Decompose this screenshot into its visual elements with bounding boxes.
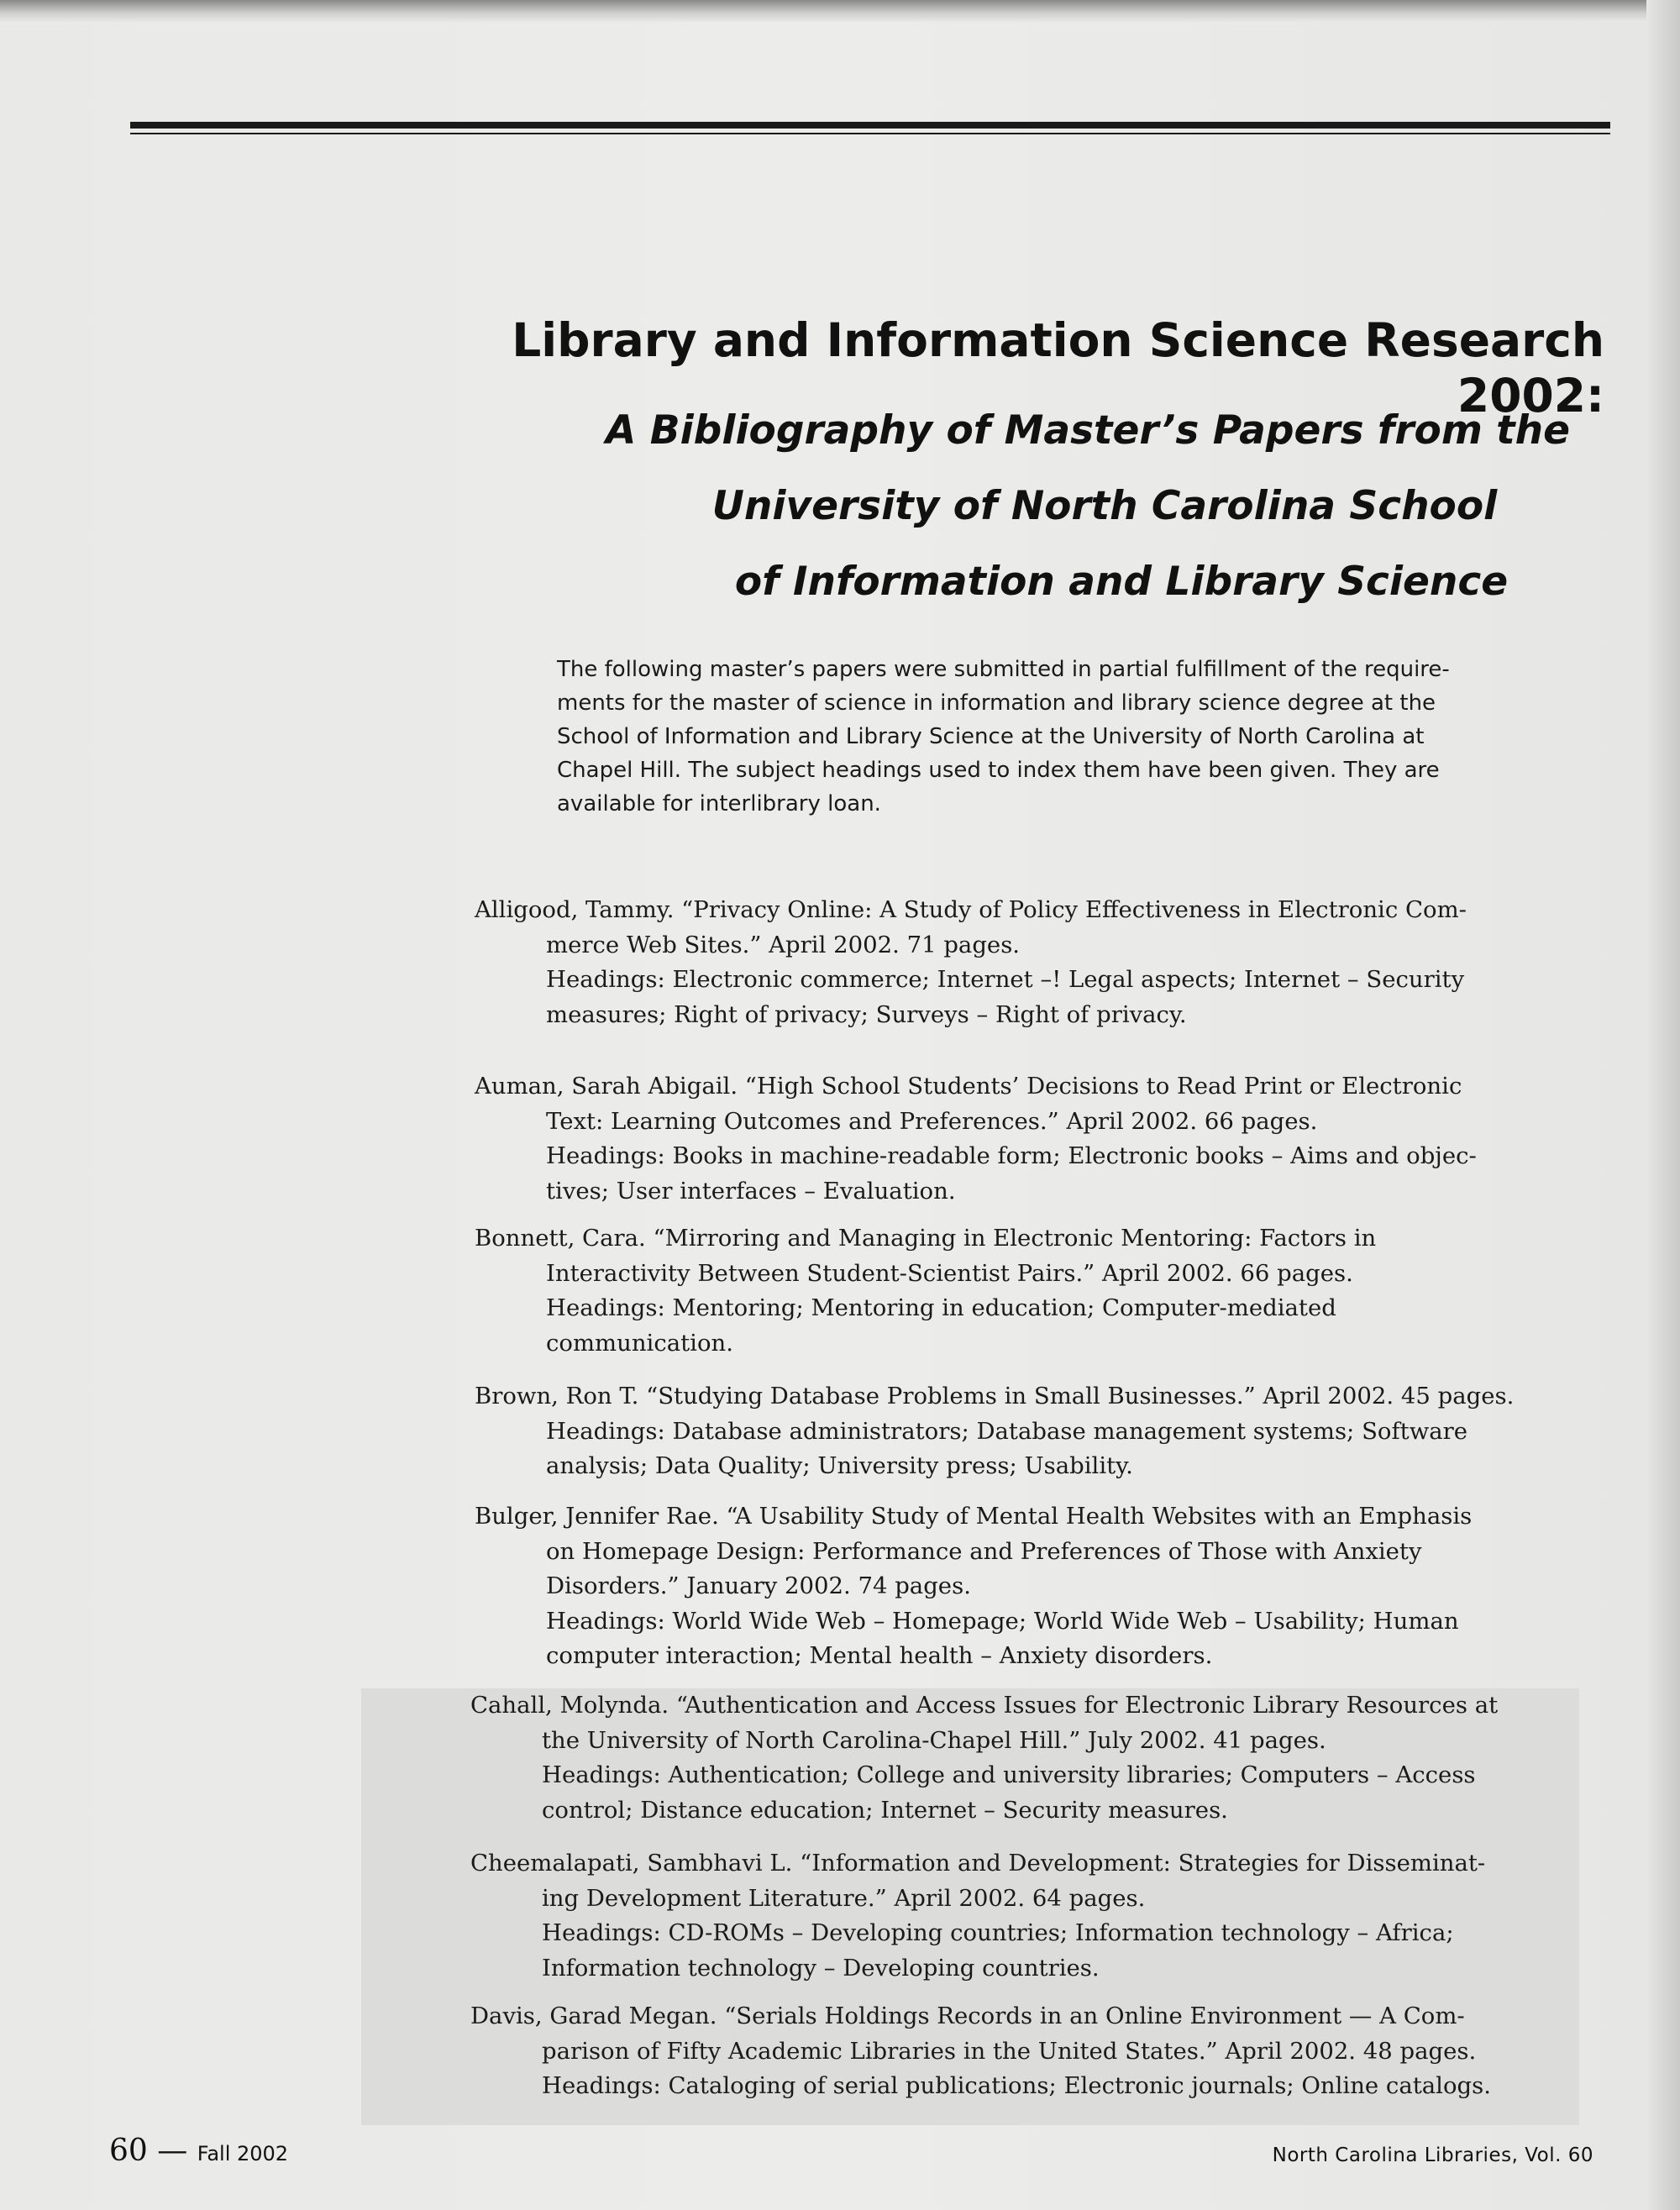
bibliography-entry [475, 1379, 1651, 1484]
entry-citation-line: Bulger, Jennifer Rae. “A Usability Study of Mental Health Websites with an Emphasis [475, 1503, 1473, 1530]
entry-citation-line: Cheemalapati, Sambhavi L. “Information and Development: Strategies for Disseminat- [470, 1850, 1486, 1877]
entry-headings-line: Headings: Mentoring; Mentoring in education; Computer-mediated [546, 1294, 1336, 1321]
header-rule-thin [130, 133, 1610, 134]
entry-headings-line: measures; Right of privacy; Surveys – Right of privacy. [546, 1000, 1187, 1028]
entry-citation-line: Disorders.” January 2002. 74 pages. [546, 1572, 971, 1599]
subtitle-line: A Bibliography of Master’s Papers from the [606, 407, 1570, 454]
entry-headings-line: Headings: Cataloging of serial publications; Electronic journals; Online catalogs. [542, 2072, 1491, 2099]
subtitle-line: of Information and Library Science [734, 559, 1509, 605]
entry-citation-line: ing Development Literature.” April 2002. 64 pages. [542, 1884, 1146, 1912]
entry-citation-line: Cahall, Molynda. “Authentication and Access Issues for Electronic Library Resources at [470, 1692, 1499, 1719]
bibliography-entry [470, 1999, 1646, 2104]
issue-season: Fall 2002 [197, 2142, 289, 2165]
page-number: 60 [109, 2134, 148, 2168]
intro-line: available for interlibrary loan. [557, 791, 881, 816]
entry-citation-line: Auman, Sarah Abigail. “High School Students’ Decisions to Read Print or Electronic [475, 1073, 1462, 1100]
subtitle-line: University of North Carolina School [711, 483, 1498, 529]
bibliography-entry [475, 1221, 1651, 1361]
entry-headings-line: Headings: Database administrators; Database management systems; Software [546, 1417, 1468, 1445]
bibliography-entry [470, 1688, 1646, 1828]
entry-citation-line: Text: Learning Outcomes and Preferences.” April 2002. 66 pages. [546, 1107, 1318, 1135]
article-subtitle [470, 393, 1604, 620]
entry-citation-line: Davis, Garad Megan. “Serials Holdings Records in an Online Environment — A Com- [470, 2003, 1465, 2029]
footer-dash: — [157, 2134, 188, 2168]
entry-headings-line: Headings: World Wide Web – Homepage; World Wide Web – Usability; Human [546, 1607, 1459, 1635]
intro-line: The following master’s papers were submitted in partial fulfillment of the require- [557, 657, 1450, 682]
header-rule-thick [130, 122, 1610, 129]
entry-citation-line: Bonnett, Cara. “Mirroring and Managing in Electronic Mentoring: Factors in [475, 1225, 1377, 1252]
intro-line: School of Information and Library Science at the University of North Carolina at [557, 724, 1425, 749]
entry-citation-line: the University of North Carolina-Chapel Hill.” July 2002. 41 pages. [542, 1726, 1326, 1754]
bibliography-entry [475, 893, 1651, 1032]
page-right-edge [1646, 0, 1680, 2210]
entry-headings-line: tives; User interfaces – Evaluation. [546, 1177, 956, 1205]
entry-headings-line: analysis; Data Quality; University press; Usability. [546, 1452, 1133, 1479]
intro-line: ments for the master of science in information and library science degree at the [557, 690, 1436, 716]
article-title: Library and Information Science Research 2002: [512, 313, 1604, 423]
page-footer-left [109, 2134, 288, 2168]
journal-name: North Carolina Libraries, Vol. 60 [1272, 2144, 1593, 2166]
entry-headings-line: computer interaction; Mental health – Anxiety disorders. [546, 1642, 1213, 1669]
entry-citation-line: Brown, Ron T. “Studying Database Problems in Small Businesses.” April 2002. 45 pages. [475, 1383, 1515, 1409]
entry-headings-line: Information technology – Developing countries. [542, 1954, 1100, 1982]
bibliography-entry [475, 1069, 1651, 1209]
entry-citation-line: on Homepage Design: Performance and Preferences of Those with Anxiety [546, 1537, 1422, 1565]
entry-headings-line: Headings: Electronic commerce; Internet –! Legal aspects; Internet – Security [546, 966, 1465, 993]
entry-citation-line: parison of Fifty Academic Libraries in the United States.” April 2002. 48 pages. [542, 2037, 1477, 2065]
entry-citation-line: merce Web Sites.” April 2002. 71 pages. [546, 931, 1021, 958]
entry-headings-line: communication. [546, 1329, 733, 1357]
entry-citation-line: Alligood, Tammy. “Privacy Online: A Study of Policy Effectiveness in Electronic Com- [475, 896, 1467, 923]
entry-citation-line: Interactivity Between Student-Scientist Pairs.” April 2002. 66 pages. [546, 1259, 1353, 1287]
entry-headings-line: Headings: Authentication; College and university libraries; Computers – Access [542, 1761, 1476, 1788]
bibliography-entry [470, 1846, 1646, 1986]
entry-headings-line: Headings: Books in machine-readable form; Electronic books – Aims and objec- [546, 1142, 1477, 1169]
entry-headings-line: Headings: CD-ROMs – Developing countries; Information technology – Africa; [542, 1919, 1454, 1946]
bibliography-entry [475, 1499, 1651, 1674]
entry-headings-line: control; Distance education; Internet – Security measures. [542, 1796, 1228, 1824]
intro-paragraph [557, 653, 1583, 821]
intro-line: Chapel Hill. The subject headings used to index them have been given. They are [557, 758, 1440, 783]
page-top-edge [0, 0, 1680, 22]
